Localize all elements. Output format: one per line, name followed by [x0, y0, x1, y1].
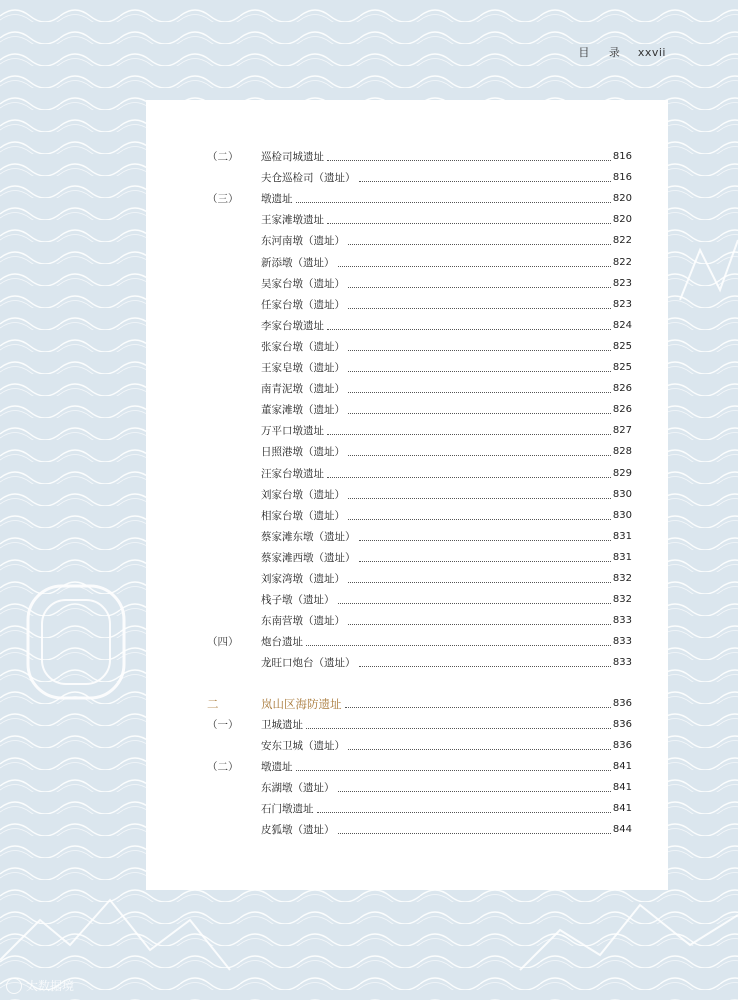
- header-title: 目 录: [578, 46, 628, 59]
- toc-row-label: 东湖墩（遗址）: [261, 781, 335, 794]
- toc-row[interactable]: [207, 547, 632, 565]
- toc-row-label: 墩遗址: [261, 760, 293, 773]
- toc-leader-dots: [359, 539, 611, 541]
- toc-row-page: 841: [612, 802, 632, 814]
- toc-leader-dots: [317, 811, 611, 813]
- toc-row-label: 卫城遗址: [261, 718, 303, 731]
- toc-row-page: 832: [612, 594, 632, 606]
- toc-row-label: 张家台墩（遗址）: [261, 340, 345, 353]
- toc-leader-dots: [348, 518, 611, 520]
- toc-row-page: 822: [612, 256, 632, 268]
- page-header: [578, 44, 666, 60]
- toc-row[interactable]: [207, 336, 632, 354]
- toc-row-label: 日照港墩（遗址）: [261, 446, 345, 459]
- toc-row-page: 829: [612, 467, 632, 479]
- toc-row-page: 832: [612, 573, 632, 584]
- toc-leader-dots: [348, 748, 611, 750]
- toc-row-page: 816: [612, 172, 632, 184]
- toc-row-label: 皮狐墩（遗址）: [261, 824, 335, 836]
- toc-row-label: 任家台墩（遗址）: [261, 298, 345, 311]
- toc-row-label: 东河南墩（遗址）: [261, 235, 345, 248]
- toc-leader-dots: [296, 769, 611, 771]
- toc-row-page: 831: [612, 530, 632, 542]
- toc-row-page: 836: [612, 697, 632, 709]
- toc-row-page: 823: [612, 277, 632, 289]
- toc-leader-dots: [327, 433, 611, 435]
- toc-row-page: 841: [612, 781, 632, 793]
- toc-row-page: 826: [612, 404, 632, 416]
- toc-leader-dots: [338, 790, 611, 792]
- toc-row-label: 龙旺口炮台（遗址）: [261, 657, 356, 670]
- toc-row-page: 825: [612, 340, 632, 352]
- toc-row-page: 816: [612, 151, 632, 162]
- toc-row[interactable]: [207, 756, 632, 774]
- toc-leader-dots: [348, 623, 611, 625]
- toc-row[interactable]: [207, 714, 632, 732]
- toc-row[interactable]: [207, 399, 632, 417]
- toc-row-page: 833: [612, 636, 632, 648]
- toc-row-page: 831: [612, 551, 632, 563]
- toc-row-page: 844: [612, 824, 632, 835]
- toc-leader-dots: [348, 391, 611, 393]
- toc-row[interactable]: [207, 505, 632, 523]
- toc-row-number: （四）: [207, 636, 239, 649]
- toc-row-label: 巡检司城遗址: [261, 151, 324, 163]
- toc-row[interactable]: [207, 484, 632, 502]
- toc-section-row[interactable]: [207, 693, 632, 711]
- toc-row[interactable]: [207, 589, 632, 607]
- toc-row-label: 石门墩遗址: [261, 802, 314, 815]
- toc-row-page: 836: [612, 739, 632, 751]
- toc-row-page: 825: [612, 362, 632, 373]
- toc-row[interactable]: [207, 273, 632, 291]
- toc-leader-dots: [348, 497, 611, 499]
- toc-row-label: 董家滩墩（遗址）: [261, 404, 345, 417]
- toc-row-label: 南青泥墩（遗址）: [261, 383, 345, 396]
- toc-row-page: 823: [612, 298, 632, 310]
- toc-row-label: 万平口墩遗址: [261, 425, 324, 438]
- toc-row-label: 刘家台墩（遗址）: [261, 488, 345, 501]
- toc-row-label: 东南营墩（遗址）: [261, 615, 345, 628]
- toc-leader-dots: [338, 265, 611, 267]
- toc-row[interactable]: [207, 167, 632, 185]
- toc-leader-dots: [348, 412, 611, 414]
- toc-leader-dots: [327, 476, 611, 478]
- toc-row[interactable]: [207, 526, 632, 544]
- toc-row-label: 汪家台墩遗址: [261, 467, 324, 480]
- toc-row-label: 栈子墩（遗址）: [261, 594, 335, 607]
- toc-row-number: （二）: [207, 760, 239, 773]
- toc-row-page: 824: [612, 319, 632, 331]
- toc-row[interactable]: [207, 798, 632, 816]
- toc-row-label: 蔡家滩东墩（遗址）: [261, 530, 356, 543]
- watermark: [6, 977, 74, 994]
- toc-row-page: 833: [612, 657, 632, 669]
- toc-leader-dots: [327, 159, 611, 161]
- toc-row[interactable]: [207, 146, 632, 164]
- toc-row[interactable]: [207, 294, 632, 312]
- toc-leader-dots: [359, 180, 611, 182]
- toc-row[interactable]: [207, 610, 632, 628]
- toc-leader-dots: [348, 349, 611, 351]
- toc-leader-dots: [327, 222, 611, 224]
- toc-row-label: 蔡家滩西墩（遗址）: [261, 551, 356, 564]
- toc-row-page: 830: [612, 488, 632, 500]
- toc-leader-dots: [348, 581, 611, 583]
- toc-row-label: 李家台墩遗址: [261, 319, 324, 332]
- toc-leader-dots: [348, 307, 611, 309]
- toc-leader-dots: [348, 454, 611, 456]
- toc-row-label: 墩遗址: [261, 193, 293, 206]
- toc-row[interactable]: [207, 230, 632, 248]
- header-page-number: xxvii: [637, 46, 666, 59]
- toc-row-page: 833: [612, 615, 632, 627]
- toc-row[interactable]: [207, 188, 632, 206]
- watermark-logo-icon: [6, 978, 22, 994]
- toc-row-label: 刘家湾墩（遗址）: [261, 573, 345, 585]
- toc-leader-dots: [345, 706, 611, 708]
- toc-row-label: 新添墩（遗址）: [261, 256, 335, 269]
- toc-leader-dots: [296, 201, 611, 203]
- toc-row-page: 822: [612, 235, 632, 247]
- toc-row-page: 820: [612, 214, 632, 226]
- watermark-text: 大数据境: [26, 979, 75, 993]
- toc-row-page: 841: [612, 760, 632, 772]
- toc-row-label: 炮台遗址: [261, 636, 303, 649]
- toc-row[interactable]: [207, 441, 632, 459]
- toc-row-label: 相家台墩（遗址）: [261, 509, 345, 522]
- toc-row[interactable]: [207, 252, 632, 270]
- toc-row-label: 夫仓巡检司（遗址）: [261, 172, 356, 185]
- toc-leader-dots: [338, 832, 611, 834]
- toc-row[interactable]: [207, 378, 632, 396]
- toc-row-label: 王家滩墩遗址: [261, 214, 324, 227]
- toc-leader-dots: [359, 665, 611, 667]
- toc-row-number: 二: [207, 696, 219, 711]
- toc-row[interactable]: [207, 463, 632, 481]
- toc-leader-dots: [306, 727, 611, 729]
- toc-row[interactable]: [207, 631, 632, 649]
- toc-row-page: 828: [612, 446, 632, 458]
- toc-row[interactable]: [207, 209, 632, 227]
- toc-row-page: 827: [612, 425, 632, 437]
- toc-row-label: 安东卫城（遗址）: [261, 739, 345, 752]
- toc-row-label: 吴家台墩（遗址）: [261, 277, 345, 290]
- toc-row[interactable]: [207, 420, 632, 438]
- toc-row-page: 820: [612, 193, 632, 205]
- toc-row[interactable]: [207, 777, 632, 795]
- toc-row-number: （三）: [207, 193, 239, 206]
- toc-leader-dots: [348, 243, 611, 245]
- toc-row[interactable]: [207, 568, 632, 586]
- toc-row-label: 王家皂墩（遗址）: [261, 362, 345, 374]
- toc-leader-dots: [348, 286, 611, 288]
- toc-row[interactable]: [207, 819, 632, 837]
- toc-row-number: （一）: [207, 718, 239, 731]
- toc-leader-dots: [359, 560, 611, 562]
- toc-row-number: （二）: [207, 151, 239, 163]
- toc-leader-dots: [348, 370, 611, 372]
- toc-row-page: 830: [612, 509, 632, 521]
- toc-row-page: 826: [612, 383, 632, 395]
- toc-row[interactable]: [207, 735, 632, 753]
- toc-row-label: 岚山区海防遗址: [261, 696, 342, 711]
- toc-row[interactable]: [207, 315, 632, 333]
- toc-leader-dots: [327, 328, 611, 330]
- toc-row[interactable]: [207, 652, 632, 670]
- toc-row[interactable]: [207, 357, 632, 375]
- toc-leader-dots: [338, 602, 611, 604]
- toc-row-page: 836: [612, 718, 632, 730]
- toc-leader-dots: [306, 644, 611, 646]
